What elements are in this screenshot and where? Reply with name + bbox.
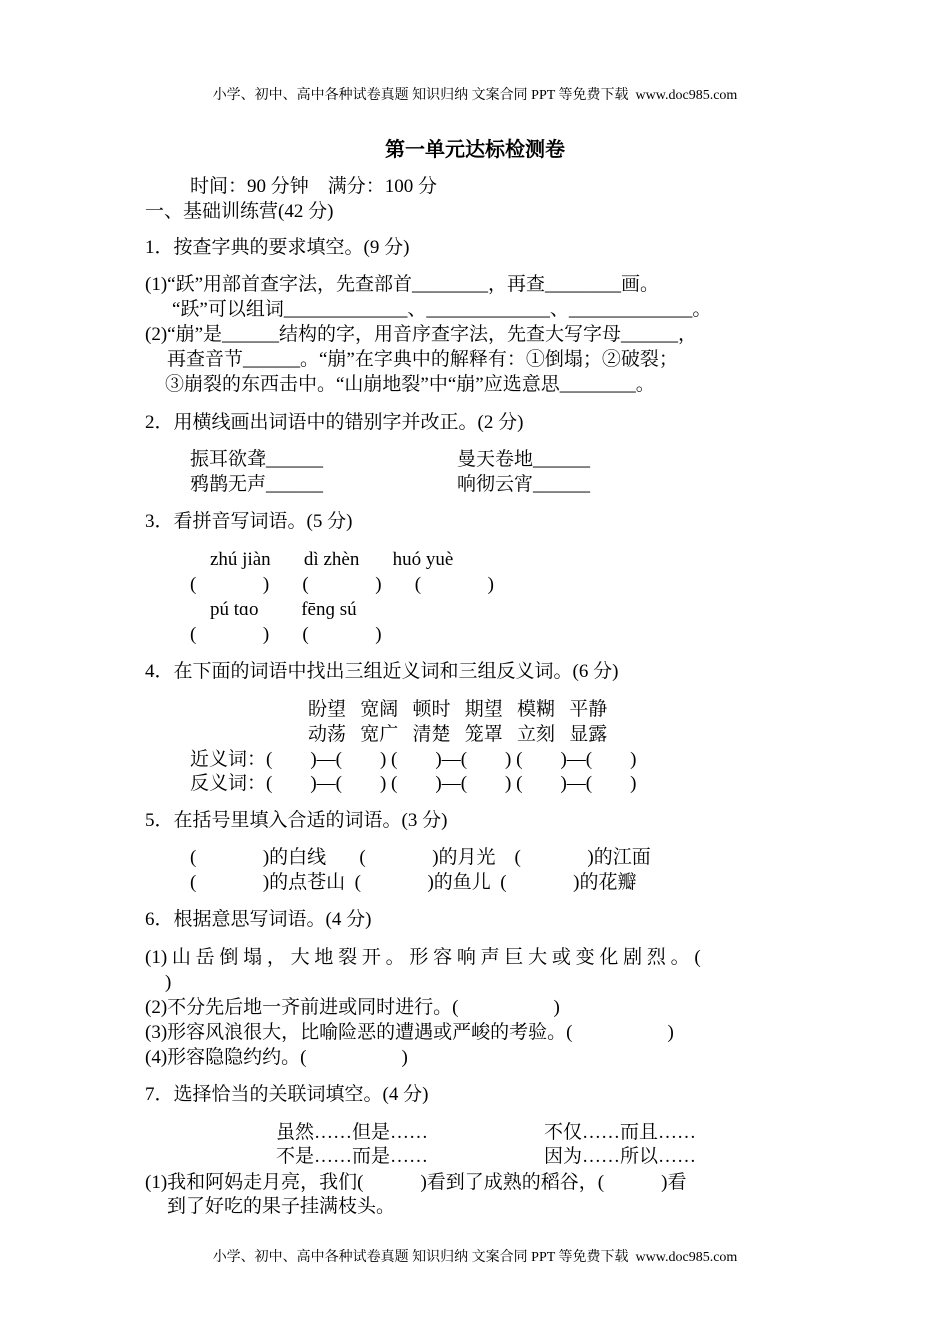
question-1-line: (2)“崩”是______结构的字，用音序查字法，先查大写字母______， (145, 324, 698, 345)
question-6-line: ) (165, 972, 172, 993)
question-6-line: (3)形容风浪很大，比喻险恶的遭遇或严峻的考验。( ) (145, 1022, 674, 1043)
question-7-line: 到了好吃的果子挂满枝头。 (167, 1196, 396, 1217)
page-footer: 小学、初中、高中各种试卷真题 知识归纳 文案合同 PPT 等免费下载 www.doc985.com (212, 1250, 738, 1265)
question-1-line: 再查音节______。“崩”在字典中的解释有：①倒塌；②破裂； (167, 349, 678, 370)
question-2-item: 响彻云宵______ (457, 474, 591, 495)
question-1-line: ③崩裂的东西击中。“山崩地裂”中“崩”应选意思________。 (165, 374, 655, 395)
section-heading: 一、基础训练营(42 分) (145, 201, 334, 222)
word-row: 动荡 宽广 清楚 笼罩 立刻 显露 (308, 724, 608, 745)
word-row: 盼望 宽阔 顿时 期望 模糊 平静 (308, 699, 608, 720)
conjunction-option: 不仅……而且…… (544, 1122, 697, 1143)
question-5-heading: 5．在括号里填入合适的词语。(3 分) (145, 810, 448, 831)
question-2-item: 曼天卷地______ (457, 449, 591, 470)
question-4-heading: 4．在下面的词语中找出三组近义词和三组反义词。(6 分) (145, 661, 619, 682)
pinyin-row: zhú jiàn dì zhèn huó yuè (210, 549, 454, 570)
question-3-heading: 3．看拼音写词语。(5 分) (145, 511, 353, 532)
question-1-line: (1)“跃”用部首查字法，先查部首________，再查________画。 (145, 274, 660, 295)
antonyms-row: 反义词：( )—( ) ( )—( ) ( )—( ) (190, 773, 637, 794)
pinyin-row: pú tɑo fēnɡ sú (210, 599, 357, 620)
question-2-item: 振耳欲聋______ (190, 449, 324, 470)
question-6-heading: 6．根据意思写词语。(4 分) (145, 909, 372, 930)
question-6-line: (4)形容隐隐约约。( ) (145, 1047, 408, 1068)
exam-meta: 时间：90 分钟 满分：100 分 (190, 176, 438, 197)
synonyms-row: 近义词：( )—( ) ( )—( ) ( )—( ) (190, 749, 637, 770)
answer-parens-row: ( ) ( ) (190, 624, 382, 645)
question-1-heading: 1．按查字典的要求填空。(9 分) (145, 237, 410, 258)
answer-parens-row: ( ) ( ) ( ) (190, 574, 494, 595)
question-7-heading: 7．选择恰当的关联词填空。(4 分) (145, 1084, 429, 1105)
fill-row: ( )的点苍山 ( )的鱼儿 ( )的花瓣 (190, 872, 637, 893)
question-2-item: 鸦鹊无声______ (190, 474, 324, 495)
conjunction-option: 不是……而是…… (276, 1146, 429, 1167)
question-2-heading: 2．用横线画出词语中的错别字并改正。(2 分) (145, 412, 524, 433)
question-6-line: (1) 山 岳 倒 塌 ， 大 地 裂 开 。 形 容 响 声 巨 大 或 变 化 剧 烈 。 ( (145, 947, 701, 968)
question-1-line: “跃”可以组词_____________、_____________、_____________。 (172, 299, 712, 320)
conjunction-option: 因为……所以…… (544, 1146, 697, 1167)
question-7-line: (1)我和阿妈走月亮，我们( )看到了成熟的稻谷，( )看 (145, 1172, 687, 1193)
fill-row: ( )的白线 ( )的月光 ( )的江面 (190, 847, 651, 868)
conjunction-option: 虽然……但是…… (276, 1122, 429, 1143)
page-header: 小学、初中、高中各种试卷真题 知识归纳 文案合同 PPT 等免费下载 www.doc985.com (212, 88, 738, 103)
page-title: 第一单元达标检测卷 (385, 139, 565, 161)
question-6-line: (2)不分先后地一齐前进或同时进行。( ) (145, 997, 560, 1018)
